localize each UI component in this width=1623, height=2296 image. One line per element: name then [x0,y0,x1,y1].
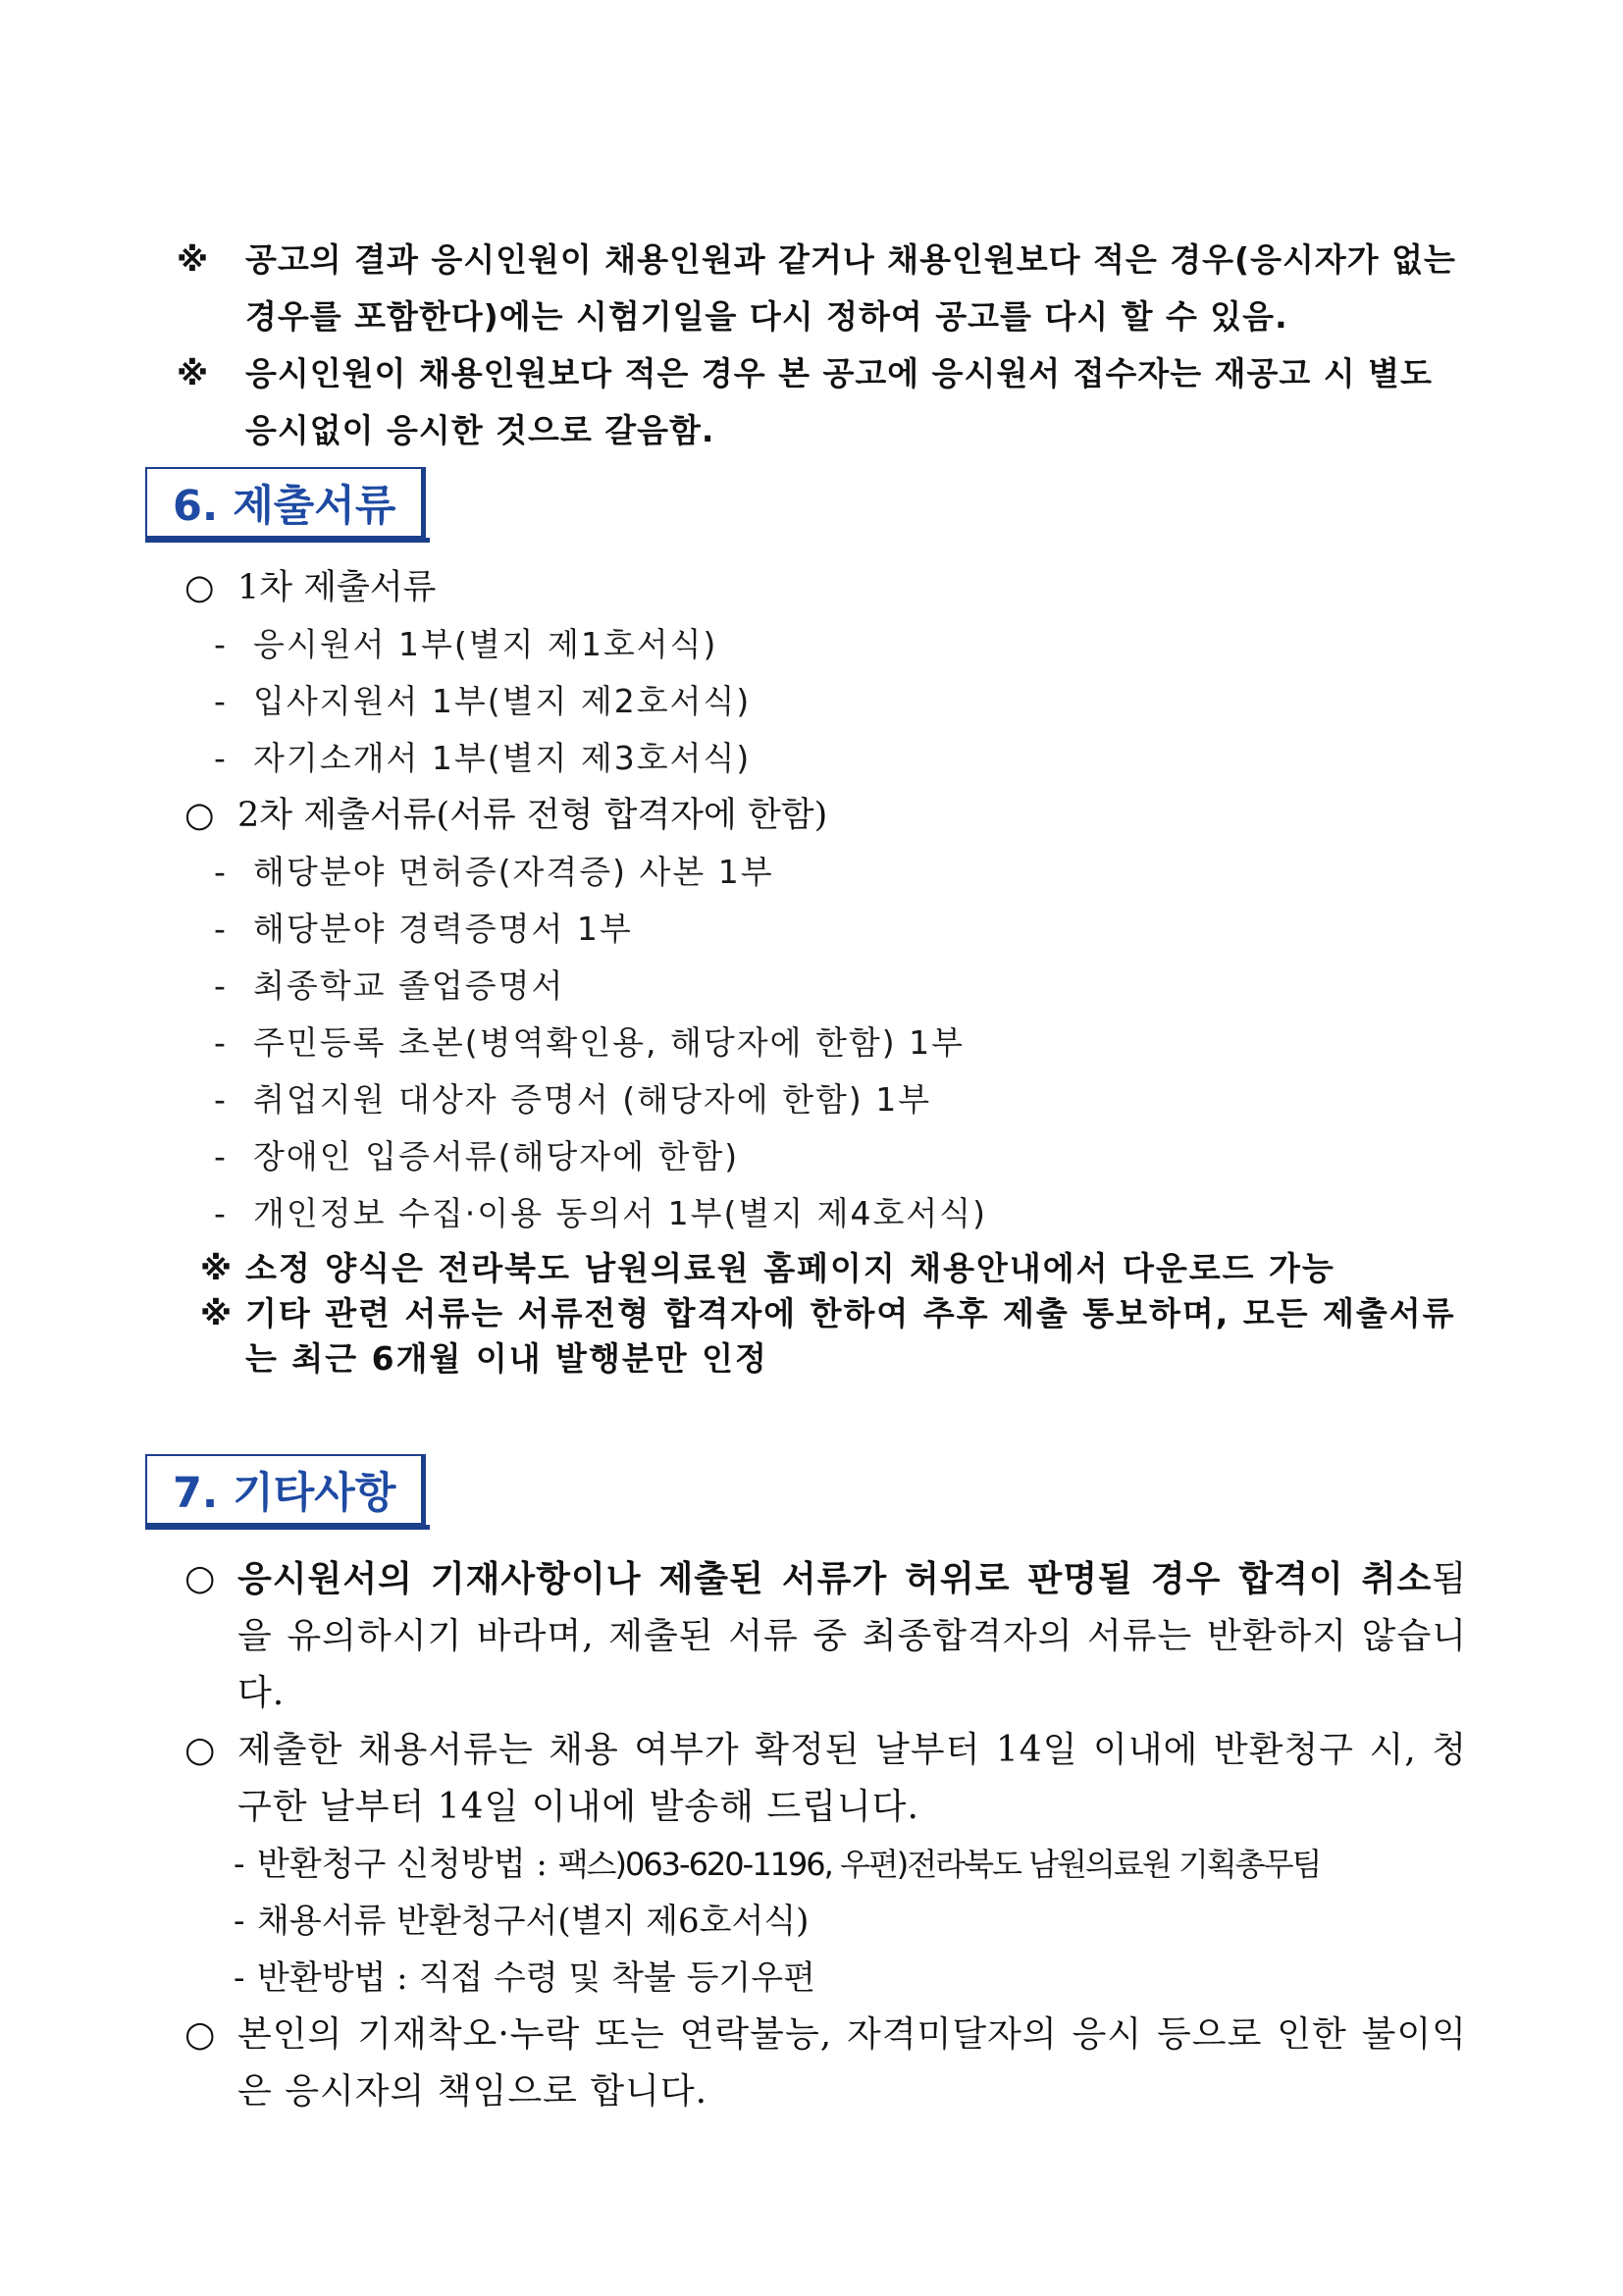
note-item [177,345,1472,459]
note-item: ※ 소정 양식은 전라북도 남원의료원 홈페이지 채용안내에서 다운로드 가능 [177,1246,1482,1291]
list-item: - 개인정보 수집·이용 동의서 1부(별지 제4호서식) [177,1185,1482,1242]
section-7-title: 7. 기타사항 [145,1454,426,1525]
section-6-header [145,467,426,548]
dash-bullet-icon: - [214,1080,228,1119]
dash-bullet-icon: - [214,966,228,1005]
section-6-underline [145,538,430,543]
list-item: - 자기소개서 1부(별지 제3호서식) [177,730,1482,787]
list-item: - 응시원서 1부(별지 제1호서식) [177,616,1482,673]
first-submission-heading: ○ 1차 제출서류 [177,559,1482,616]
dash-bullet-icon: - [234,1845,245,1884]
list-item: - 입사지원서 1부(별지 제2호서식) [177,673,1482,730]
notice-item: ○ 본인의 기재착오·누락 또는 연락불능, 자격미달자의 응시 등으로 인한 불이익은 응시자의 책임으로 합니다. [177,2007,1467,2120]
list-item: - 반환청구 신청방법 : 팩스)063-620-1196, 우편)전라북도 남원의료원 기획총무팀 [177,1836,1467,1893]
circle-bullet-icon: ○ [184,568,215,607]
circle-bullet-icon: ○ [184,1558,217,1598]
dash-bullet-icon: - [214,1137,228,1175]
top-notes [177,232,1472,459]
reference-mark-icon: ※ [177,240,210,279]
list-item: - 최종학교 졸업증명서 [177,958,1482,1015]
circle-bullet-icon: ○ [184,1730,217,1770]
dash-bullet-icon: - [234,1958,245,1998]
dash-bullet-icon: - [214,625,228,663]
section-7-content [177,1550,1467,2120]
section-7-header [145,1454,426,1535]
notice-item: ○ 제출한 채용서류는 채용 여부가 확정된 날부터 14일 이내에 반환청구 시, 청구한 날부터 14일 이내에 발송해 드립니다. [177,1722,1467,1836]
dash-bullet-icon: - [214,682,228,720]
circle-bullet-icon: ○ [184,796,215,835]
notice-item: ○ 응시원서의 기재사항이나 제출된 서류가 허위로 판명될 경우 합격이 취소됨을 유의하시기 바라며, 제출된 서류 중 최종합격자의 서류는 반환하지 않습니다. [177,1550,1467,1722]
reference-mark-icon: ※ [200,1294,235,1332]
note-text: 응시인원이 채용인원보다 적은 경우 본 공고에 응시원서 접수자는 재공고 시 별도 응시없이 응시한 것으로 갈음함. [245,354,1433,449]
note-item [177,232,1472,345]
bold-warning: 응시원서의 기재사항이나 제출된 서류가 허위로 판명될 경우 합격이 취소 [237,1558,1433,1599]
list-item: - 채용서류 반환청구서(별지 제6호서식) [177,1893,1467,1950]
dash-bullet-icon: - [214,910,228,948]
list-item: - 해당분야 경력증명서 1부 [177,901,1482,958]
list-item: - 취업지원 대상자 증명서 (해당자에 한함) 1부 [177,1071,1482,1128]
note-text: 공고의 결과 응시인원이 채용인원과 같거나 채용인원보다 적은 경우(응시자가 없는 경우를 포함한다)에는 시험기일을 다시 정하여 공고를 다시 할 수 있음. [245,240,1456,336]
dash-bullet-icon: - [214,1194,228,1232]
list-item: - 해당분야 면허증(자격증) 사본 1부 [177,844,1482,901]
section-6-content [177,559,1482,1382]
reference-mark-icon: ※ [177,354,210,392]
list-item: - 반환방법 : 직접 수령 및 착불 등기우편 [177,1950,1467,2007]
second-submission-heading: ○ 2차 제출서류(서류 전형 합격자에 한함) [177,787,1482,844]
list-item: - 장애인 입증서류(해당자에 한함) [177,1128,1482,1185]
dash-bullet-icon: - [214,739,228,777]
reference-mark-icon: ※ [200,1249,235,1287]
section-6-title: 6. 제출서류 [145,467,426,538]
dash-bullet-icon: - [234,1902,245,1941]
circle-bullet-icon: ○ [184,2014,217,2055]
list-item: - 주민등록 초본(병역확인용, 해당자에 한함) 1부 [177,1015,1482,1071]
return-request-contact: 팩스)063-620-1196, 우편)전라북도 남원의료원 기획총무팀 [557,1846,1321,1883]
dash-bullet-icon: - [214,853,228,891]
dash-bullet-icon: - [214,1023,228,1062]
note-item: ※ 기타 관련 서류는 서류전형 합격자에 한하여 추후 제출 통보하며, 모든 제출서류는 최근 6개월 이내 발행분만 인정 [177,1291,1482,1382]
section-7-underline [145,1525,430,1530]
